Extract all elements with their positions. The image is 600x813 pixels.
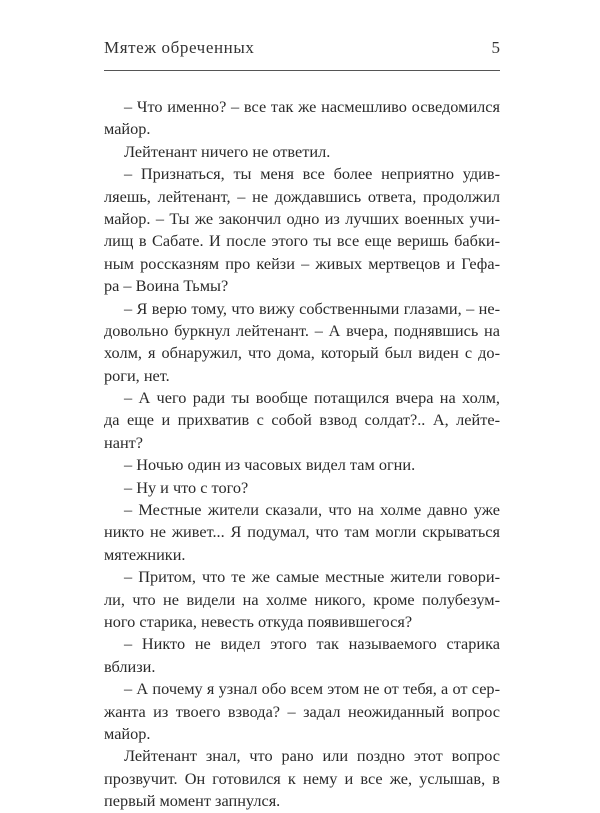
running-head (104, 38, 500, 66)
text-line: – Местные жители сказали, что на холме давно уже (124, 500, 500, 520)
text-line: – Что именно? – все так же насмешливо осведомился (124, 97, 500, 116)
text-line: вблизи. (104, 656, 156, 676)
text-line: – Никто не видел этого так называемого старика (124, 634, 500, 654)
body-text (104, 96, 500, 813)
text-line: майор. – Ты же закончил одно из лучших военных учи- (104, 208, 500, 228)
text-line: – А чего ради ты вообще потащился вчера на холм, (124, 388, 500, 408)
text-line: Лейтенант ничего не ответил. (124, 141, 331, 161)
text-line: первый момент запнулся. (104, 791, 281, 811)
text-line: ного старика, невесть откуда появившегося? (104, 611, 413, 631)
text-line: – Притом, что те же самые местные жители говори- (124, 567, 500, 587)
header-rule (104, 70, 500, 71)
text-line: жанта из твоего взвода? – задал неожиданный вопрос (104, 701, 500, 721)
text-line: прозвучит. Он готовился к нему и все же, услышав, в (104, 768, 500, 788)
text-line: ли, что не видели на холме никого, кроме полубезум- (104, 589, 500, 609)
text-line: довольно буркнул лейтенант. – А вчера, поднявшись на (104, 320, 500, 340)
text-line: ляешь, лейтенант, – не дождавшись ответа, продолжил (104, 186, 500, 206)
text-line: ным россказням про кейзи – живых мертвецов и Гефа- (104, 253, 500, 273)
text-line: – Я верю тому, что вижу собственными глазами, – не- (124, 298, 500, 318)
text-line: холм, я обнаружил, что дома, который был виден с до- (104, 343, 500, 363)
text-line: никто не живет... Я подумал, что там могли скрываться (104, 522, 500, 542)
page-number: 5 (491, 38, 500, 57)
text-line: – А почему я узнал обо всем этом не от тебя, а от сер- (124, 679, 500, 699)
running-title: Мятеж обреченных (104, 38, 255, 57)
text-line: – Ну и что с того? (124, 477, 249, 497)
text-line: мятежники. (104, 544, 186, 564)
text-line: – Ночью один из часовых видел там огни. (124, 455, 416, 475)
text-line: роги, нет. (104, 365, 170, 385)
text-line: нант? (104, 432, 143, 452)
text-line: да еще и прихватив с собой взвод солдат?.. А, лейте- (104, 410, 500, 430)
text-line: майор. (104, 723, 151, 743)
text-line: ра – Воина Тьмы? (104, 276, 229, 296)
text-line: лищ в Сабате. И после этого ты все еще веришь бабки- (104, 231, 500, 251)
text-line: Лейтенант знал, что рано или поздно этот вопрос (124, 746, 500, 766)
text-line: – Признаться, ты меня все более неприятно удив- (124, 164, 500, 184)
text-line: майор. (104, 119, 151, 139)
